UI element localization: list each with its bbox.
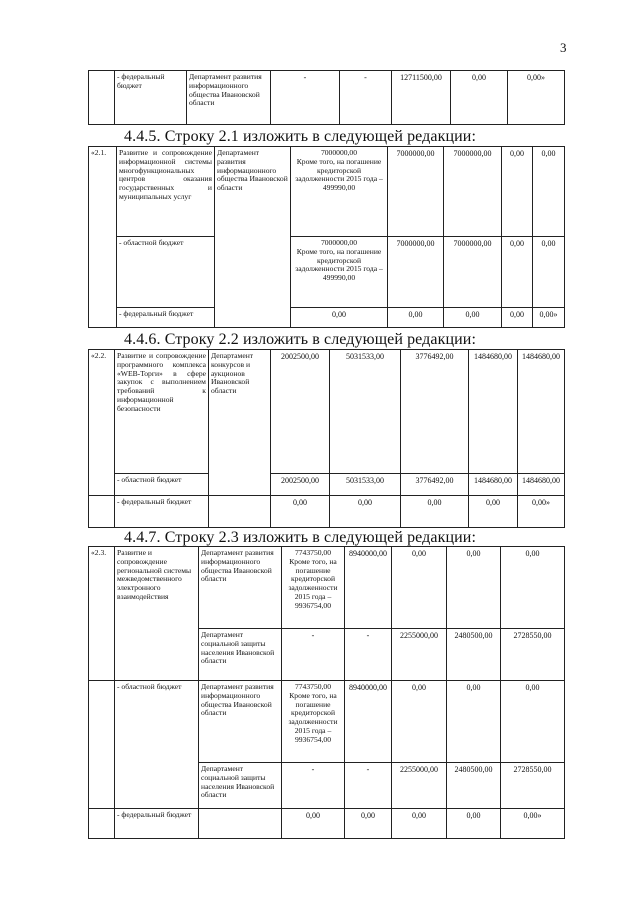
t21-dept: Департамент развития информационного общества Ивановской области [215,147,291,328]
t21-r2-v3: 7000000,00 [444,237,502,308]
t23-num: «2.3. [89,547,115,681]
t21-r3-v2: 0,00 [388,308,444,328]
t22-r2-v1: 2002500,00 [271,474,330,496]
top-v4: 0,00 [451,71,508,125]
t23-dept-a: Департамент развития информационного общества Ивановской области [199,547,282,629]
heading-447: 4.4.7. Строку 2.3 изложить в следующей редакции: [124,529,477,546]
t23-r3-label: - областной бюджет [115,681,199,809]
t21-r2-v4: 0,00 [502,237,533,308]
t22-dept: Департамент конкурсов и аукционов Ивановской области [209,350,271,496]
t21-r1-v5: 0,00 [533,147,565,237]
t23-r5-v5: 0,00» [501,809,565,839]
t22-r3-label: - федеральный бюджет [115,496,209,528]
t23-r1-v5: 0,00 [501,547,565,629]
t22-num: «2.2. [89,350,115,496]
t23-r3-v3: 0,00 [392,681,447,763]
t23-r1-v3: 0,00 [392,547,447,629]
t21-r3-label: - федеральный бюджет [117,308,215,328]
t22-r2-v2: 5031533,00 [330,474,401,496]
t23-r5-v2: 0,00 [345,809,392,839]
t23-r4-v3: 2255000,00 [392,763,447,809]
t23-r5-v3: 0,00 [392,809,447,839]
t22-r3-v2: 0,00 [330,496,401,528]
t23-r3-dept-a: Департамент развития информационного общества Ивановской области [199,681,282,763]
t23-r1-v2: 8940000,00 [345,547,392,629]
t23-r2-v3: 2255000,00 [392,629,447,681]
t23-r2-v2: - [345,629,392,681]
t22-r2-v3: 3776492,00 [401,474,469,496]
t23-r5-v1: 0,00 [282,809,345,839]
t23-r1-v4: 0,00 [447,547,501,629]
t21-r1-v2: 7000000,00 [388,147,444,237]
t22-r3-v4: 0,00 [469,496,518,528]
t23-r3-v2: 8940000,00 [345,681,392,763]
top-v2: - [340,71,392,125]
top-v3: 12711500,00 [392,71,451,125]
t22-r3-v1: 0,00 [271,496,330,528]
t23-r3-v5: 0,00 [501,681,565,763]
t21-r3-v1: 0,00 [291,308,388,328]
page-number: 3 [560,40,567,55]
t22-r3-dept-blank [209,496,271,528]
heading-446: 4.4.6. Строку 2.2 изложить в следующей редакции: [124,331,477,348]
t23-r2-v4: 2480500,00 [447,629,501,681]
t21-r2-v5: 0,00 [533,237,565,308]
t22-r2-label: - областной бюджет [115,474,209,496]
t21-num: «2.1. [89,147,117,328]
t23-r5-label: - федеральный бюджет [115,809,199,839]
t22-r1-v1: 2002500,00 [271,350,330,474]
t23-r5-v4: 0,00 [447,809,501,839]
t21-r1-v1: 7000000,00 Кроме того, на погашение кредиторской задолженности 2015 года – 499990,00 [291,147,388,237]
t23-r4-v4: 2480500,00 [447,763,501,809]
t22-r1-v4: 1484680,00 [469,350,518,474]
t21-r3-v4: 0,00 [502,308,533,328]
top-dept: Департамент развития информационного общества Ивановской области [187,71,271,125]
top-v1: - [271,71,340,125]
top-num-cell [89,71,115,125]
t23-r3-blank [89,681,115,809]
t23-r1-v1: 7743750,00 Кроме того, на погашение кредиторской задолженности 2015 года – 9936754,00 [282,547,345,629]
t21-r1-v4: 0,00 [502,147,533,237]
t22-r2-v4: 1484680,00 [469,474,518,496]
top-budget-label: - федеральный бюджет [115,71,187,125]
top-v5: 0,00» [508,71,565,125]
t23-r4-v2: - [345,763,392,809]
table-2-2 [88,349,565,528]
t21-r3-v5: 0,00» [533,308,565,328]
t23-r4-v1: - [282,763,345,809]
t23-r4-dept-b: Департамент социальной защиты населения Ивановской области [199,763,282,809]
t23-r3-v1: 7743750,00 Кроме того, на погашение кредиторской задолженности 2015 года – 9936754,00 [282,681,345,763]
t23-name: Развитие и сопровождение региональной системы межведомственного электронного взаимодействия [115,547,199,681]
t21-r2-v1: 7000000,00 Кроме того, на погашение кредиторской задолженности 2015 года – 499990,00 [291,237,388,308]
t22-r3-blank [89,496,115,528]
t21-name: Развитие и сопровождение информационной системы многофункциональных центров оказания государственных и муниципальных услуг [117,147,215,237]
table-2-3 [88,546,565,839]
t23-dept-b: Департамент социальной защиты населения Ивановской области [199,629,282,681]
t21-r2-v2: 7000000,00 [388,237,444,308]
t21-r2-label: - областной бюджет [117,237,215,308]
t22-r2-v5: 1484680,00 [518,474,565,496]
t22-r3-v5: 0,00» [518,496,565,528]
t23-r2-v1: - [282,629,345,681]
t23-r5-dept-blank [199,809,282,839]
t23-r3-v4: 0,00 [447,681,501,763]
t22-r1-v3: 3776492,00 [401,350,469,474]
t23-r2-v5: 2728550,00 [501,629,565,681]
heading-445: 4.4.5. Строку 2.1 изложить в следующей редакции: [124,128,477,145]
t21-r3-v3: 0,00 [444,308,502,328]
t22-name: Развитие и сопровождение программного комплекса «WEB-Торги» в сфере закупок с выполнением требований к информационной безопасности [115,350,209,474]
table-2-1 [88,146,565,328]
t22-r3-v3: 0,00 [401,496,469,528]
t23-r5-blank [89,809,115,839]
t21-r1-v3: 7000000,00 [444,147,502,237]
top-table [88,70,565,125]
t23-r4-v5: 2728550,00 [501,763,565,809]
t22-r1-v5: 1484680,00 [518,350,565,474]
t22-r1-v2: 5031533,00 [330,350,401,474]
